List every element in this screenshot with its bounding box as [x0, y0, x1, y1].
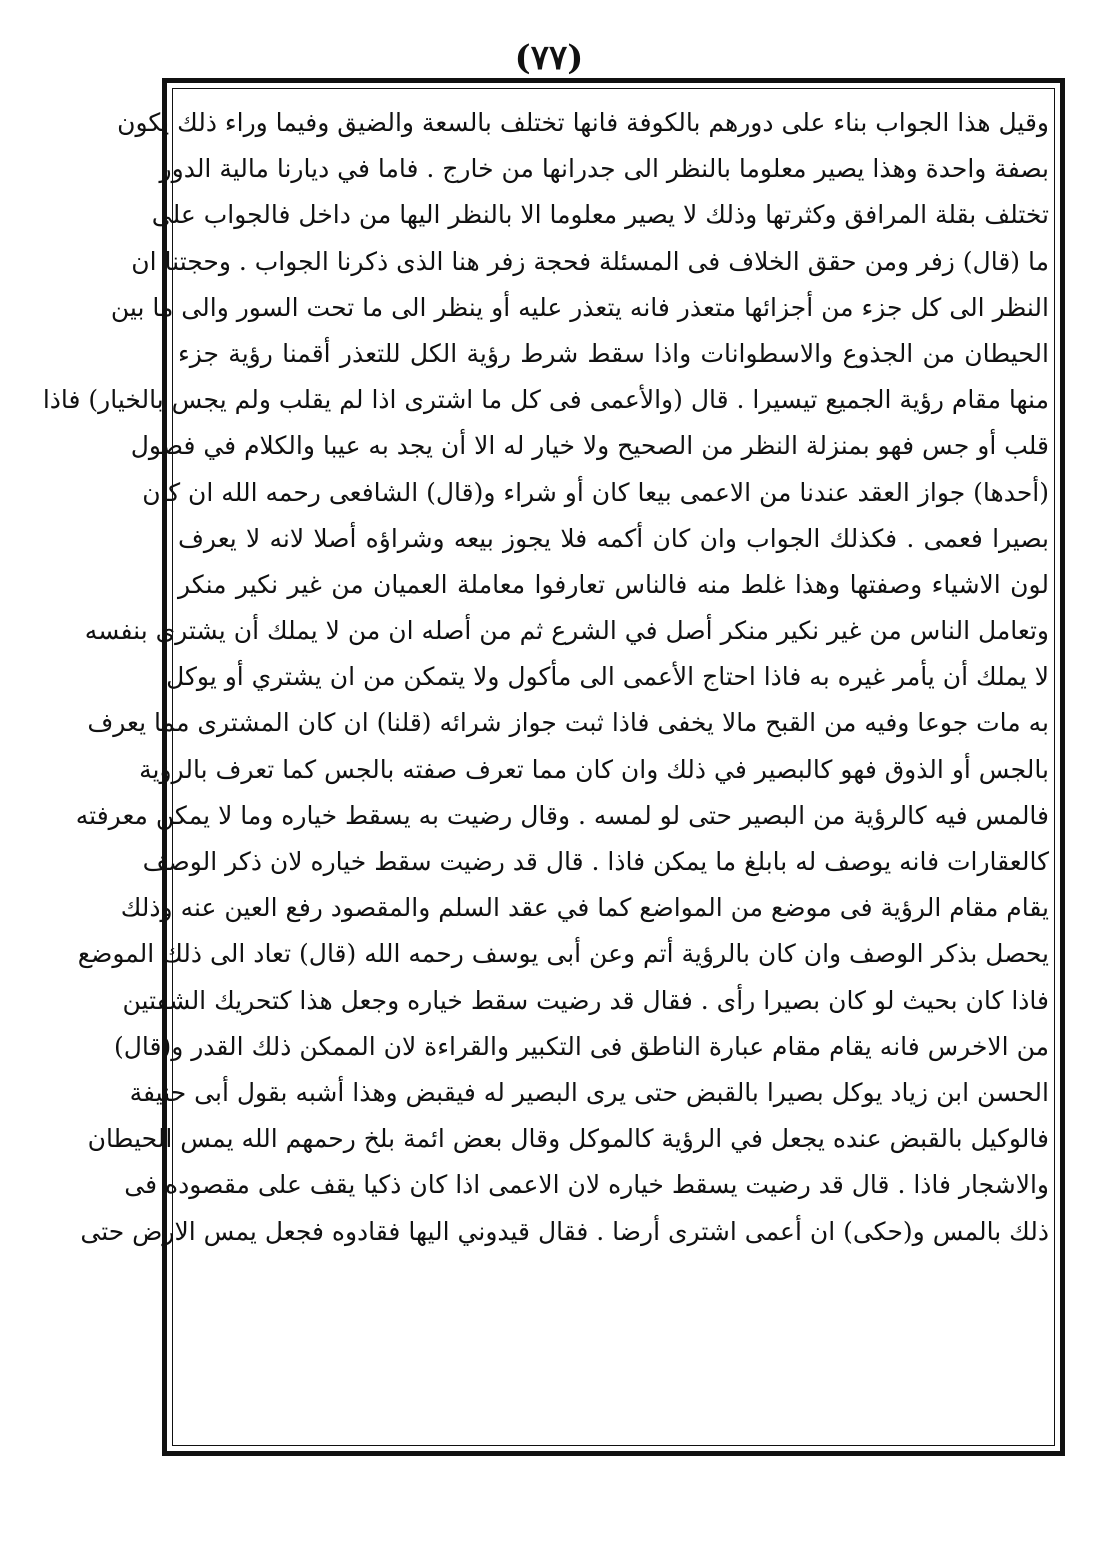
text-line: منها مقام رؤية الجميع تيسيرا . قال (والأعمى فى كل ما اشترى اذا لم يقلب ولم يجس بالخيار) فاذا [42, 385, 1049, 415]
text-line: من الاخرس فانه يقام مقام عبارة الناطق فى التكبير والقراءة لان الممكن ذلك القدر و(قال) [113, 1031, 1049, 1061]
text-line: يقام مقام الرؤية فى موضع من المواضع كما في عقد السلم والمقصود رفع العين عنه وذلك [120, 893, 1049, 923]
text-line: قلب أو جس فهو بمنزلة النظر من الصحيح ولا خيار له الا أن يجد به عيبا والكلام في فصول [130, 431, 1049, 461]
text-line: الحيطان من الجذوع والاسطوانات واذا سقط شرط رؤية الكل للتعذر أقمنا رؤية جزء [178, 338, 1049, 368]
text-line: النظر الى كل جزء من أجزائها متعذر فانه يتعذر عليه أو ينظر الى ما تحت السور والى ما بين [110, 292, 1049, 322]
text-line: فاذا كان بحيث لو كان بصيرا رأى . فقال قد رضيت سقط خياره وجعل هذا كتحريك الشفتين [122, 985, 1049, 1015]
text-line: (أحدها) جواز العقد عندنا من الاعمى بيعا كان أو شراء و(قال) الشافعى رحمه الله ان كان [142, 477, 1049, 507]
text-line: بصيرا فعمى . فكذلك الجواب وان كان أكمه فلا يجوز بيعه وشراؤه أصلا لانه لا يعرف [178, 523, 1049, 553]
text-line: فالوكيل بالقبض عنده يجعل في الرؤية كالموكل وقال بعض ائمة بلخ رحمهم الله يمس الحيطان [87, 1124, 1049, 1154]
text-line: لون الاشياء وصفتها وهذا غلط منه فالناس تعارفوا معاملة العميان من غير نكير منكر [178, 569, 1049, 599]
text-line: ذلك بالمس و(حكى) ان أعمى اشترى أرضا . فقال قيدوني اليها فقادوه فجعل يمس الارض حتى [80, 1216, 1049, 1246]
page-number: (٧٧) [514, 38, 584, 78]
text-line: الحسن ابن زياد يوكل بصيرا بالقبض حتى يرى البصير له فيقبض وهذا أشبه بقول أبى حنيفة [129, 1077, 1049, 1107]
text-line: لا يملك أن يأمر غيره به فاذا احتاج الأعمى الى مأكول ولا يتمكن من ان يشتري أو يوكل [166, 662, 1049, 692]
body-text [42, 100, 1049, 1440]
text-line: ما (قال) زفر ومن حقق الخلاف فى المسئلة فحجة زفر هنا الذى ذكرنا الجواب . وحجتنا ان [131, 246, 1049, 276]
text-line: والاشجار فاذا . قال قد رضيت يسقط خياره لان الاعمى اذا كان ذكيا يقف على مقصوده فى [124, 1170, 1049, 1200]
text-line: فالمس فيه كالرؤية من البصير حتى لو لمسه . وقال رضيت به يسقط خياره وما لا يمكن معرفته [75, 800, 1049, 830]
text-line: بصفة واحدة وهذا يصير معلوما بالنظر الى جدرانها من خارج . فاما في ديارنا مالية الدور [159, 154, 1049, 184]
text-line: تختلف بقلة المرافق وكثرتها وذلك لا يصير معلوما الا بالنظر اليها من داخل فالجواب على [151, 200, 1049, 230]
text-line: به مات جوعا وفيه من القبح مالا يخفى فاذا ثبت جواز شرائه (قلنا) ان كان المشترى مما يعرف [87, 708, 1049, 738]
text-line: يحصل بذكر الوصف وان كان بالرؤية أتم وعن أبى يوسف رحمه الله (قال) تعاد الى ذلك الموضع [77, 939, 1049, 969]
text-line: وقيل هذا الجواب بناء على دورهم بالكوفة فانها تختلف بالسعة والضيق وفيما وراء ذلك يكون [117, 108, 1049, 137]
text-line: بالجس أو الذوق فهو كالبصير في ذلك وان كان مما تعرف صفته بالجس كما تعرف بالرؤية [139, 754, 1049, 784]
text-line: وتعامل الناس من غير نكير منكر أصل في الشرع ثم من أصله ان من لا يملك أن يشترى بنفسه [84, 616, 1049, 646]
text-line: كالعقارات فانه يوصف له بابلغ ما يمكن فاذا . قال قد رضيت سقط خياره لان ذكر الوصف [142, 847, 1049, 876]
